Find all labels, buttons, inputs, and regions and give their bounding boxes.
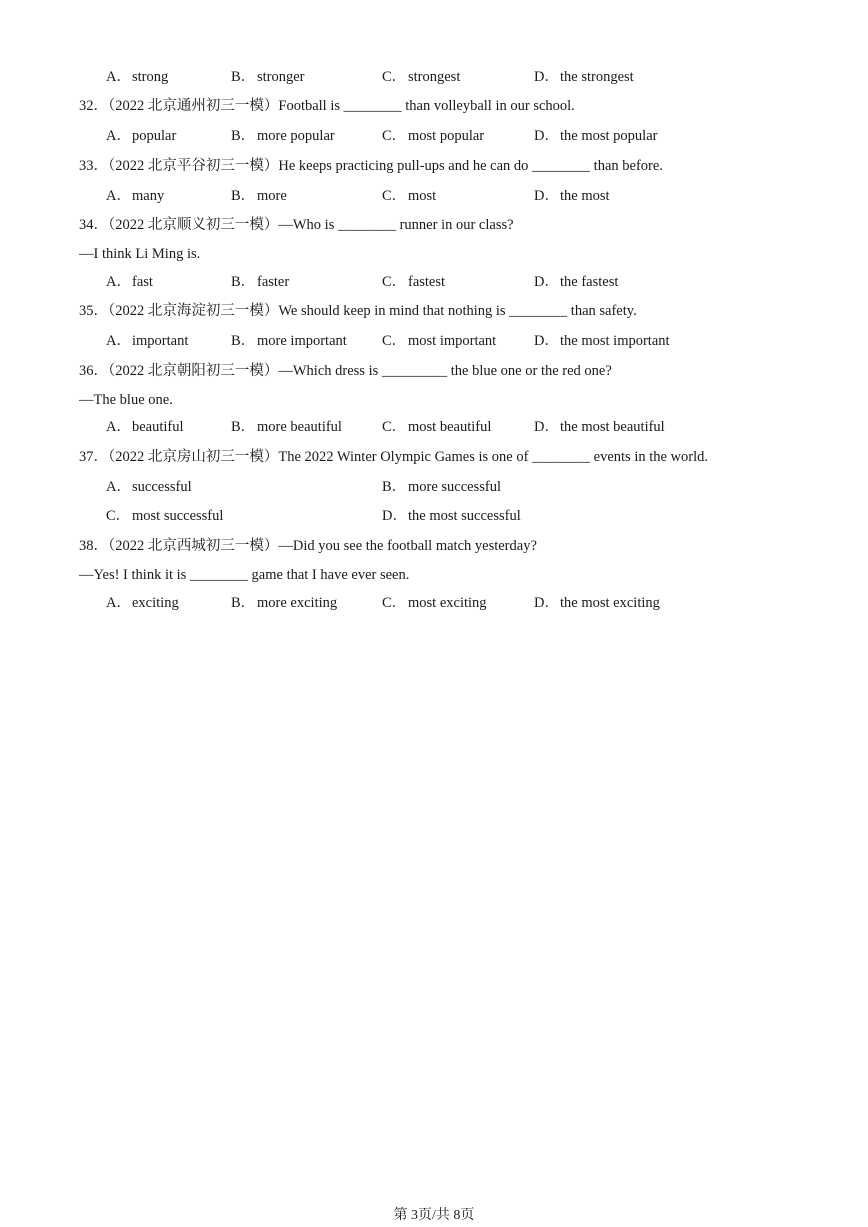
option-d: D．the most exciting: [534, 595, 660, 611]
question-34-reply: —I think Li Ming is.: [79, 246, 201, 262]
option-d: D．the most successful: [382, 508, 521, 524]
option-a: A．fast: [106, 274, 153, 290]
option-d: D．the most: [534, 188, 610, 204]
option-a: A．many: [106, 188, 165, 204]
option-c: C． most exciting: [382, 595, 487, 611]
question-34: 34．（2022 北京顺义初三一模）—Who is ________ runner in our class?: [79, 217, 514, 233]
option-c: C． strongest: [382, 69, 461, 85]
question-33: 33．（2022 北京平谷初三一模）He keeps practicing pull-ups and he can do ________ than before.: [79, 158, 663, 174]
question-32: 32．（2022 北京通州初三一模）Football is ________ than volleyball in our school.: [79, 98, 575, 114]
option-c: C． fastest: [382, 274, 446, 290]
question-36-reply: —The blue one.: [79, 392, 173, 408]
option-b: B． more popular: [231, 128, 335, 144]
option-b: B． more important: [231, 333, 347, 349]
option-c: C． most: [382, 188, 437, 204]
option-a: A．popular: [106, 128, 177, 144]
option-d: D．the strongest: [534, 69, 634, 85]
option-a: A．important: [106, 333, 189, 349]
option-d: D．the most beautiful: [534, 419, 665, 435]
option-d: D．the most popular: [534, 128, 658, 144]
question-38: 38．（2022 北京西城初三一模）—Did you see the football match yesterday?: [79, 538, 537, 554]
option-a: A．strong: [106, 69, 169, 85]
option-b: B． more exciting: [231, 595, 338, 611]
option-d: D．the most important: [534, 333, 670, 349]
option-b: B． faster: [231, 274, 290, 290]
option-a: A．beautiful: [106, 419, 184, 435]
option-b: B． more beautiful: [231, 419, 342, 435]
question-35: 35．（2022 北京海淀初三一模）We should keep in mind that nothing is ________ than safety.: [79, 303, 637, 319]
option-a: A．successful: [106, 479, 192, 495]
option-b: B． more successful: [382, 479, 502, 495]
option-b: B． stronger: [231, 69, 305, 85]
option-d: D．the fastest: [534, 274, 619, 290]
page-number: 第 3页/共 8页: [393, 1208, 475, 1223]
option-c: C． most popular: [382, 128, 485, 144]
question-36: 36．（2022 北京朝阳初三一模）—Which dress is _________ the blue one or the red one?: [79, 363, 612, 379]
option-c: C． most successful: [106, 508, 224, 524]
question-38-reply: —Yes! I think it is ________ game that I have ever seen.: [79, 567, 410, 583]
question-37: 37．（2022 北京房山初三一模）The 2022 Winter Olympic Games is one of ________ events in the world.: [79, 449, 709, 465]
option-a: A．exciting: [106, 595, 179, 611]
option-b: B． more: [231, 188, 287, 204]
option-c: C． most beautiful: [382, 419, 492, 435]
option-c: C． most important: [382, 333, 497, 349]
